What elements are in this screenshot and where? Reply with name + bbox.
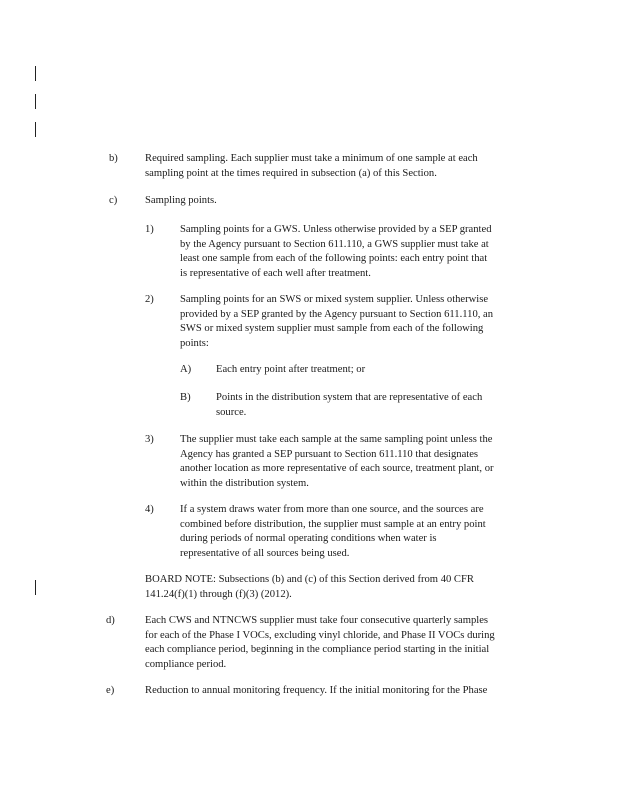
text-line: Points in the distribution system that are representative of each [216,392,483,403]
subsection-b-text [145,152,478,181]
subsection-label-b: b) [109,153,118,164]
text-line: provided by a SEP granted by the Agency pursuant to Section 611.110, an [180,308,494,320]
change-bar [35,66,36,81]
subsection-e-text [145,684,487,699]
text-line: Each CWS and NTNCWS supplier must take four consecutive quarterly samples [145,615,489,626]
subsection-d-text [145,614,495,672]
subitem-label-B: B) [180,392,191,403]
text-line: Each entry point after treatment; or [216,364,366,375]
item-label-2: 2) [145,294,154,305]
text-line: during periods of normal operating conditions when water is [180,533,437,545]
text-line: compliance period. [145,658,227,670]
item-4-text [180,503,486,561]
text-line: within the distribution system. [180,477,309,489]
item-1-text [180,223,492,281]
item-label-4: 4) [145,504,154,515]
text-line: BOARD NOTE: Subsections (b) and (c) of this Section derived from 40 CFR [145,574,474,585]
subitem-label-A: A) [180,364,192,375]
text-line: each compliance period, beginning in the compliance period starting in the initial [145,644,490,656]
text-line: by the Agency pursuant to Section 611.110, a GWS supplier must take at [180,238,489,250]
text-line: The supplier must take each sample at the same sampling point unless the [180,434,493,445]
text-line: Reduction to annual monitoring frequency. If the initial monitoring for the Phase [145,685,488,696]
item-label-1: 1) [145,224,154,235]
item-label-3: 3) [145,434,154,445]
subsection-label-c: c) [109,195,118,206]
text-line: least one sample from each of the following points: each entry point that [180,253,488,265]
change-bar [35,122,36,137]
subitem-A-text [216,363,365,378]
board-note [145,573,474,602]
text-line: is representative of each well after treatment. [180,267,371,279]
subsection-label-e: e) [106,685,115,696]
text-line: 141.24(f)(1) through (f)(3) (2012). [145,588,292,600]
text-line: SWS or mixed system supplier must sample from each of the following [180,323,484,335]
text-line: If a system draws water from more than one source, and the sources are [180,504,484,515]
text-line: points: [180,337,209,349]
text-line: sampling point at the times required in subsection (a) of this Section. [145,167,437,179]
text-line: for each of the Phase I VOCs, excluding vinyl chloride, and Phase II VOCs during [145,629,495,641]
subitem-B-text [216,391,482,420]
change-bar [35,94,36,109]
item-2-text [180,293,493,351]
change-bar [35,580,36,595]
text-line: Agency has granted a SEP pursuant to Section 611.110 that designates [180,448,479,460]
text-line: combined before distribution, the supplier must sample at an entry point [180,518,486,530]
text-line: source. [216,406,247,418]
text-line: Sampling points for a GWS. Unless otherwise provided by a SEP granted [180,224,492,235]
subsection-c-heading: Sampling points. [145,195,217,206]
subsection-label-d: d) [106,615,115,626]
text-line: Required sampling. Each supplier must take a minimum of one sample at each [145,153,478,164]
text-line: Sampling points for an SWS or mixed system supplier. Unless otherwise [180,294,489,305]
text-line: another location as more representative of each source, treatment plant, or [180,463,494,475]
item-3-text [180,433,494,491]
text-line: representative of all sources being used. [180,547,350,559]
